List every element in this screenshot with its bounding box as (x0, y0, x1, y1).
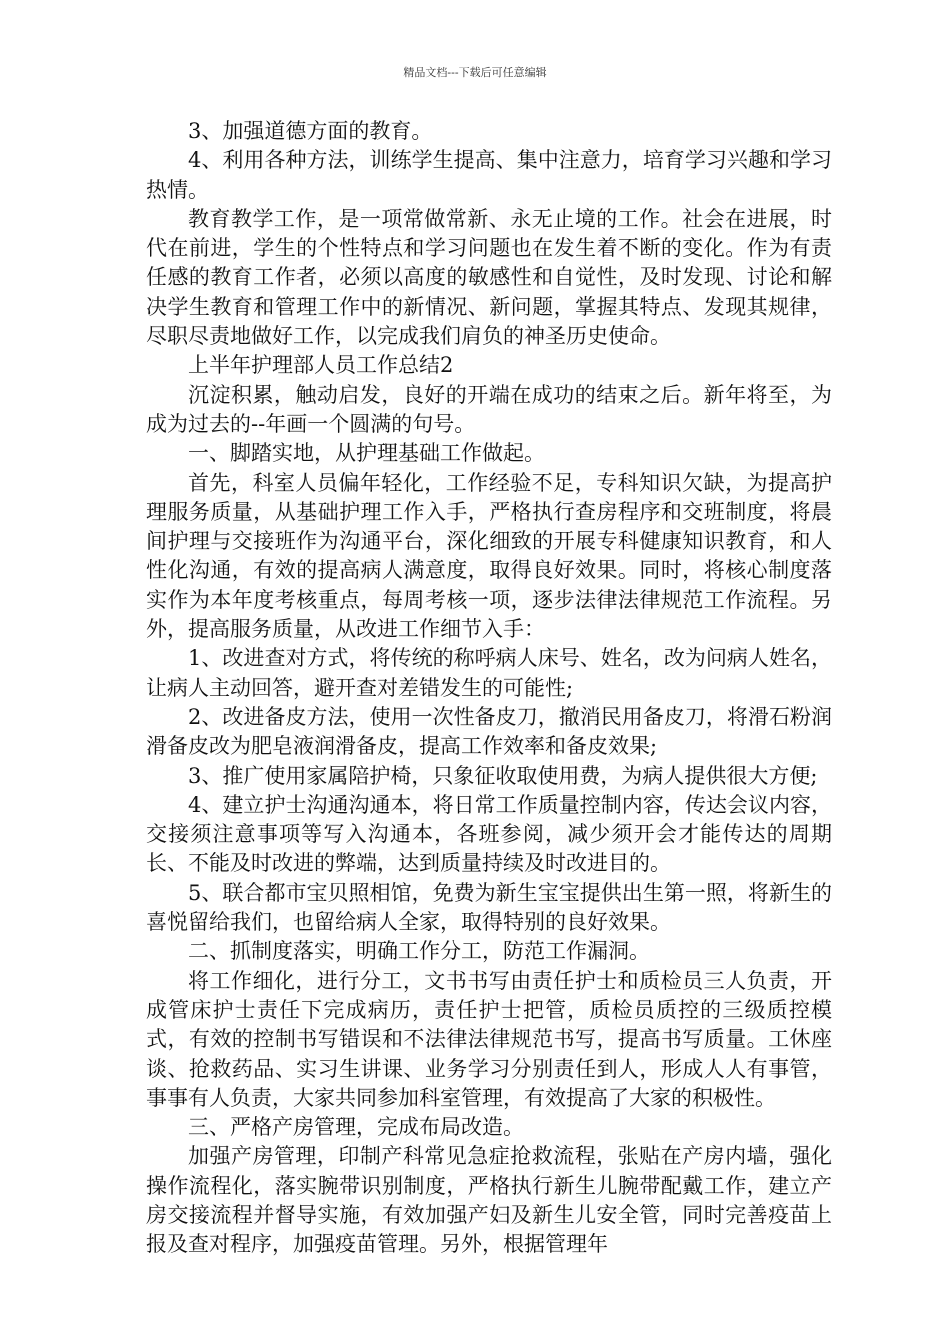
list-item-2: 2、改进备皮方法，使用一次性备皮刀，撤消民用备皮刀，将滑石粉润滑备皮改为肥皂液润滑备皮，提高工作效率和备皮效果; (146, 704, 832, 759)
paragraph-item-3: 3、加强道德方面的教育。 (188, 119, 433, 143)
list-item-5: 5、联合都市宝贝照相馆，免费为新生宝宝提供出生第一照，将新生的喜悦留给我们，也留给病人全家，取得特别的良好效果。 (146, 880, 832, 935)
paragraph-section-3-body: 加强产房管理，印制产科常见急症抢救流程，张贴在产房内墙，强化操作流程化，落实腕带识别制度，严格执行新生儿腕带配戴工作，建立产房交接流程并督导实施，有效加强产妇及新生儿安全管，同时完善疫苗上报及查对程序，加强疫苗管理。另外，根据管理年 (146, 1144, 832, 1257)
paragraph-intro: 沉淀积累，触动启发，良好的开端在成功的结束之后。新年将至，为成为过去的--年画一个圆满的句号。 (146, 382, 832, 436)
section-title: 上半年护理部人员工作总结2 (188, 353, 454, 378)
list-item-4: 4、建立护士沟通沟通本，将日常工作质量控制内容，传达会议内容，交接须注意事项等写入沟通本，各班参阅，减少须开会才能传达的周期长、不能及时改进的弊端，达到质量持续及时改进目的。 (146, 792, 832, 876)
list-item-3: 3、推广使用家属陪护椅，只象征收取使用费，为病人提供很大方便; (188, 763, 818, 788)
paragraph-item-4: 4、利用各种方法，训练学生提高、集中注意力，培育学习兴趣和学习热情。 (146, 148, 832, 202)
heading-section-3: 三、严格产房管理，完成布局改造。 (188, 1115, 524, 1140)
document-body (146, 117, 832, 1260)
paragraph-section-1-body: 首先，科室人员偏年轻化，工作经验不足，专科知识欠缺，为提高护理服务质量，从基础护理工作入手，严格执行查房程序和交班制度，将晨间护理与交接班作为沟通平台，深化细致的开展专科健康知识教育，和人性化沟通，有效的提高病人满意度，取得良好效果。同时，将核心制度落实作为本年度考核重点，每周考核一项，逐步法律法律规范工作流程。另外，提高服务质量，从改进工作细节入手： (146, 470, 832, 642)
list-item-1: 1、改进查对方式，将传统的称呼病人床号、姓名，改为问病人姓名，让病人主动回答，避开查对差错发生的可能性; (146, 646, 832, 700)
paragraph-section-2-body: 将工作细化，进行分工，文书书写由责任护士和质检员三人负责，开成管床护士责任下完成病历，责任护士把管，质检员质控的三级质控模式，有效的控制书写错误和不法律法律规范书写，提高书写质量。工休座谈、抢救药品、实习生讲课、业务学习分别责任到人，形成人人有事管，事事有人负责，大家共同参加科室管理，有效提高了大家的积极性。 (146, 968, 832, 1110)
paragraph-teaching-work: 教育教学工作，是一项常做常新、永无止境的工作。社会在进展，时代在前进，学生的个性特点和学习问题也在发生着不断的变化。作为有责任感的教育工作者，必须以高度的敏感性和自觉性，及时发现、讨论和解决学生教育和管理工作中的新情况、新问题，掌握其特点、发现其规律，尽职尽责地做好工作，以完成我们肩负的神圣历史使命。 (146, 206, 832, 349)
heading-section-1: 一、脚踏实地，从护理基础工作做起。 (188, 441, 545, 466)
heading-section-2: 二、抓制度落实，明确工作分工，防范工作漏洞。 (188, 939, 650, 964)
page-header: 精品文档---下载后可任意编辑 (403, 66, 547, 79)
